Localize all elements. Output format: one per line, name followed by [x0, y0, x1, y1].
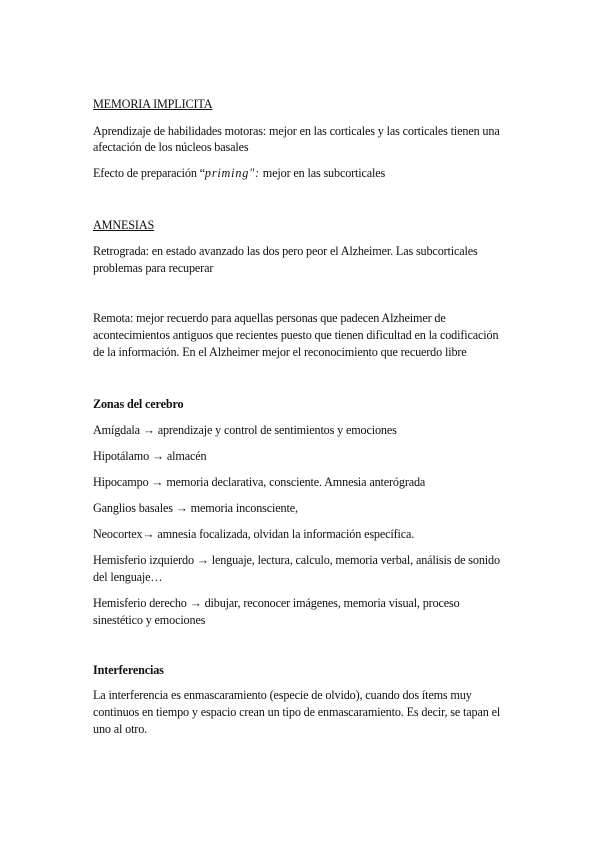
section-heading-memoria-implicita: MEMORIA IMPLICITA	[93, 97, 213, 111]
paragraph-line: Aprendizaje de habilidades motoras: mejor en las corticales y las corticales tienen una	[93, 124, 500, 138]
list-item-hemisferio-derecho: Hemisferio derecho → dibujar, reconocer imágenes, memoria visual, proceso	[93, 596, 460, 610]
list-item-hipocampo: Hipocampo → memoria declarativa, consciente. Amnesia anterógrada	[93, 475, 426, 489]
list-item-amigdala: Amígdala → aprendizaje y control de sentimientos y emociones	[93, 423, 397, 437]
paragraph-line: de la información. En el Alzheimer mejor el reconocimiento que recuerdo libre	[93, 345, 467, 359]
paragraph-line: Retrograda: en estado avanzado las dos pero peor el Alzheimer. Las subcorticales	[93, 244, 478, 258]
paragraph-line: La interferencia es enmascaramiento (especie de olvido), cuando dos ítems muy	[93, 688, 472, 702]
priming-text-before: Efecto de preparación “	[93, 166, 205, 180]
list-item-hemisferio-derecho-cont: sinestético y emociones	[93, 613, 206, 627]
paragraph-line: problemas para recuperar	[93, 261, 214, 275]
priming-term: priming":	[204, 166, 260, 180]
section-heading-interferencias: Interferencias	[93, 663, 164, 677]
section-heading-amnesias: AMNESIAS	[93, 218, 155, 232]
list-item-hipotalamo: Hipotálamo → almacén	[93, 449, 207, 463]
list-item-hemisferio-izquierdo: Hemisferio izquierdo → lenguaje, lectura, calculo, memoria verbal, análisis de sonido	[93, 553, 500, 567]
paragraph-priming	[93, 165, 525, 183]
paragraph-line: acontecimientos antiguos que recientes puesto que tienen dificultad en la codificación	[93, 328, 499, 342]
list-item-neocortex: Neocortex→ amnesia focalizada, olvidan la información específica.	[93, 527, 415, 541]
list-item-ganglios: Ganglios basales → memoria inconsciente,	[93, 501, 298, 515]
paragraph-line: continuos en tiempo y espacio crean un tipo de enmascaramiento. Es decir, se tapan el	[93, 705, 501, 719]
paragraph-line: afectación de los núcleos basales	[93, 140, 249, 154]
paragraph-line: Remota: mejor recuerdo para aquellas personas que padecen Alzheimer de	[93, 311, 446, 325]
paragraph-line: uno al otro.	[93, 722, 148, 736]
section-heading-zonas: Zonas del cerebro	[93, 397, 184, 411]
priming-text-after: mejor en las subcorticales	[259, 166, 386, 180]
list-item-hemisferio-izquierdo-cont: del lenguaje…	[93, 570, 163, 584]
